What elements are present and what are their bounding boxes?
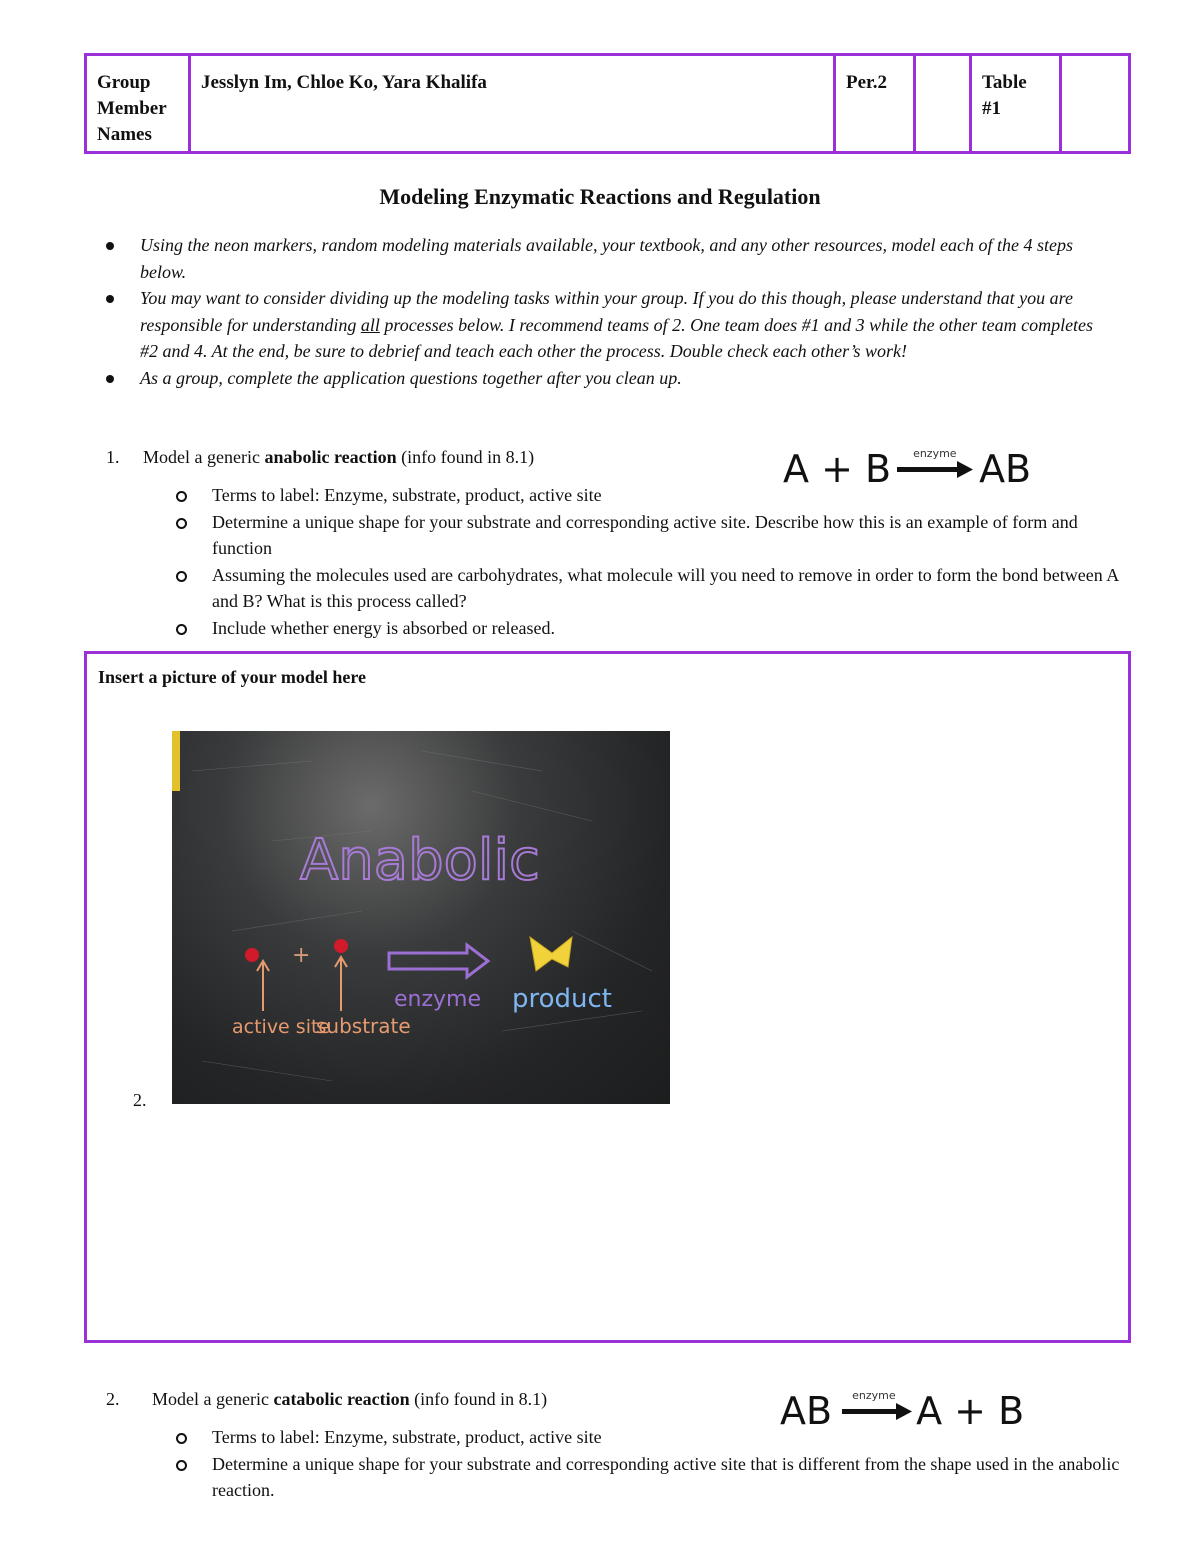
circle-bullet-icon (176, 1433, 187, 1444)
svg-text:substrate: substrate (316, 1014, 411, 1038)
list-number: 2. (133, 1090, 147, 1110)
svg-text:Anabolic: Anabolic (300, 828, 540, 893)
subitem: Terms to label: Enzyme, substrate, product, active site (172, 1424, 1132, 1451)
member-names: Jesslyn Im, Chloe Ko, Yara Khalifa (190, 55, 835, 153)
bullet-icon (106, 375, 114, 383)
period-blank-cell (915, 55, 971, 153)
question-2-subitems (172, 1424, 1132, 1504)
question-2: 2. Model a generic catabolic reaction (info found in 8.1) (106, 1389, 548, 1409)
instruction-item: As a group, complete the application questions together after you clean up. (104, 365, 1104, 392)
instruction-item: You may want to consider dividing up the modeling tasks within your group. If you do this though, please understand that you are responsible for understanding all processes below. I recommend teams of 2. One team does #1 and 3 while the other team completes #2 and 4. At the end, be sure to debrief and teach each other the process. Double check each other’s work! (104, 285, 1104, 365)
subitem: Determine a unique shape for your substrate and corresponding active site. Describe how this is an example of form and function (172, 509, 1132, 562)
question-1-subitems (172, 482, 1132, 641)
table-label: Table #1 (971, 55, 1061, 153)
table-blank-cell (1061, 55, 1130, 153)
subitem: Include whether energy is absorbed or released. (172, 615, 1132, 642)
circle-bullet-icon (176, 518, 187, 529)
subitem: Assuming the molecules used are carbohydrates, what molecule will you need to remove in order to form the bond between A and B? What is this process called? (172, 562, 1132, 615)
catabolic-equation: AB enzyme A + B (780, 1389, 1025, 1433)
group-header-table (84, 53, 1131, 154)
period-label: Per.2 (835, 55, 915, 153)
instruction-item: Using the neon markers, random modeling materials available, your textbook, and any other resources, model each of the 4 steps below. (104, 232, 1104, 285)
model-photo-drawing (172, 731, 670, 1104)
model-box-label: Insert a picture of your model here (98, 667, 366, 687)
svg-text:enzyme: enzyme (394, 987, 482, 1012)
anabolic-equation: A + B enzyme AB (783, 447, 1032, 491)
svg-text:active site: active site (232, 1016, 331, 1038)
circle-bullet-icon (176, 624, 187, 635)
bullet-icon (106, 242, 114, 250)
svg-text:+: + (292, 943, 311, 968)
subitem: Determine a unique shape for your substrate and corresponding active site that is different from the shape used in the anabolic reaction. (172, 1451, 1132, 1504)
enzyme-arrow-icon: enzyme (840, 1389, 914, 1433)
svg-text:product: product (512, 984, 613, 1014)
underlined-all: all (360, 314, 380, 335)
bullet-icon (106, 295, 114, 303)
circle-bullet-icon (176, 1460, 187, 1471)
circle-bullet-icon (176, 491, 187, 502)
question-1: 1. Model a generic anabolic reaction (info found in 8.1) (106, 447, 535, 467)
instructions-list (104, 232, 1104, 391)
circle-bullet-icon (176, 571, 187, 582)
group-member-label: Group Member Names (86, 55, 190, 153)
page-title: Modeling Enzymatic Reactions and Regulation (379, 184, 821, 209)
enzyme-arrow-icon: enzyme (895, 447, 975, 491)
model-photo (172, 731, 670, 1104)
subitem: Terms to label: Enzyme, substrate, product, active site (172, 482, 1132, 509)
model-picture-box (84, 651, 1131, 1343)
